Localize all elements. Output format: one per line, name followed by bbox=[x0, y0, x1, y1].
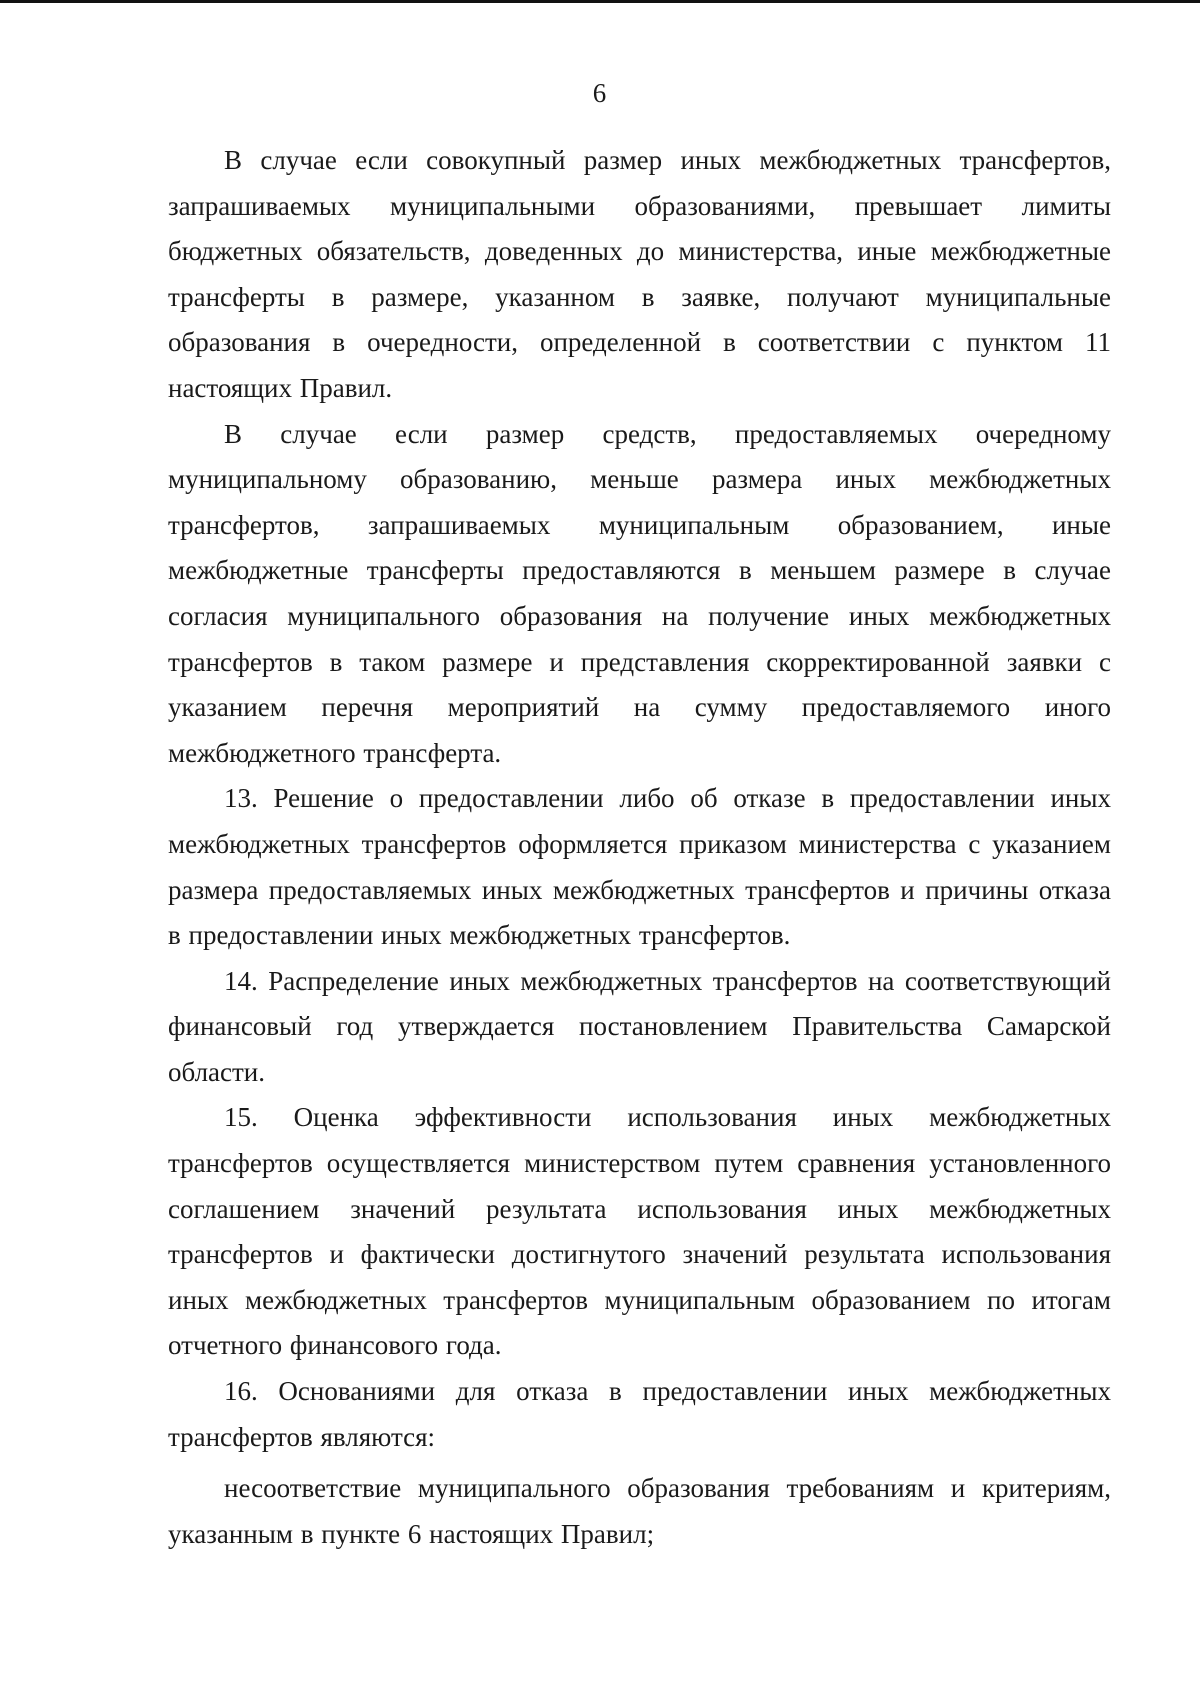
document-body bbox=[168, 138, 1111, 1557]
page-number: 6 bbox=[592, 78, 608, 108]
paragraph-14-distribution: 14. Распределение иных межбюджетных трансфертов на соответствующий финансовый год утверждается постановлением Правительства Самарской области. bbox=[168, 965, 1111, 1087]
paragraph-15-efficiency: 15. Оценка эффективности использования иных межбюджетных трансфертов осуществляется министерством путем сравнения установленного соглашением значений результата использования иных межбюджетных трансфертов и фактически достигнутого значений результата использования иных межбюджетных трансфертов муниципальным образованием по итогам отчетного финансового года. bbox=[168, 1102, 1111, 1361]
paragraph-16-grounds-for-refusal: 16. Основаниями для отказа в предоставлении иных межбюджетных трансфертов являются: bbox=[168, 1376, 1111, 1452]
paragraph-reduced-amount: В случае если размер средств, предоставляемых очередному муниципальному образованию, меньше размера иных межбюджетных трансфертов, запрашиваемых муниципальным образованием, иные межбюджетные трансферты предоставляются в меньшем размере в случае согласия муниципального образования на получение иных межбюджетных трансфертов в таком размере и представления скорректированной заявки с указанием перечня мероприятий на сумму предоставляемого иного межбюджетного трансферта. bbox=[168, 418, 1111, 768]
paragraph-refusal-ground-nonconformity: несоответствие муниципального образования требованиям и критериям, указанным в пункте 6 настоящих Правил; bbox=[168, 1473, 1111, 1549]
paragraph-total-exceeds-limits: В случае если совокупный размер иных межбюджетных трансфертов, запрашиваемых муниципальными образованиями, превышает лимиты бюджетных обязательств, доведенных до министерства, иные межбюджетные трансферты в размере, указанном в заявке, получают муниципальные образования в очередности, определенной в соответствии с пунктом 11 настоящих Правил. bbox=[168, 145, 1111, 403]
scan-top-edge bbox=[0, 0, 1200, 3]
paragraph-13-decision: 13. Решение о предоставлении либо об отказе в предоставлении иных межбюджетных трансфертов оформляется приказом министерства с указанием размера предоставляемых иных межбюджетных трансфертов и причины отказа в предоставлении иных межбюджетных трансфертов. bbox=[168, 783, 1111, 951]
